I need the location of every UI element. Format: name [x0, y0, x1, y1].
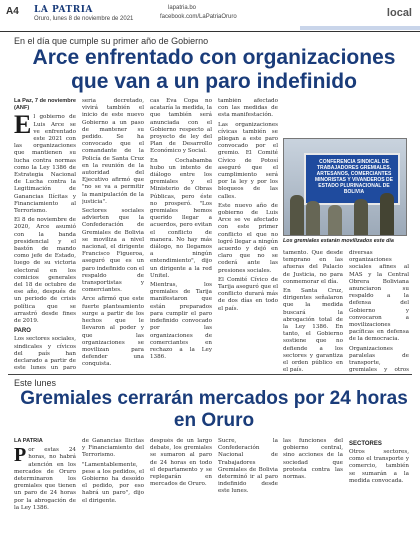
paragraph: las funciones del gobierno central, sino acciones de la sociedad que protesta contra las normas. [283, 438, 343, 481]
paragraph: Las organizaciones cívicas también se pliegan a este paro convocado por el gremio. El Comité Cívico de Potosí aseguró que el cumplimiento será por la ley y por los bloqueos de las calles. [218, 121, 278, 200]
story1-headline: Arce enfrentado con organizaciones que van a un paro indefinido [32, 46, 396, 93]
story2-kicker: Este lunes [14, 378, 57, 388]
paragraph: El 8 de noviembre de 2020, Arce asumió con la banda presidencial y el bastón de mando como jefe de Estado, luego de su victoria electoral en los comicios generales del 18 de octubre de ese año, después de un periodo de crisis política que se arrastró desde fines de 2019. [14, 217, 76, 325]
paragraph: Sucre, la Confederación Nacional de Trabajadores Gremiales de Bolivia determinó ir al paro indefinido desde este lunes. [218, 438, 278, 495]
subheading: SECTORES [349, 441, 382, 447]
facebook-link[interactable]: facebook.com/LaPatriaOruro [160, 14, 237, 20]
byline: LA PATRIA [14, 438, 43, 444]
story1-column-6 [349, 250, 409, 372]
story-divider [8, 374, 412, 375]
story2-column-4 [218, 438, 278, 530]
person-figure [380, 193, 394, 235]
person-figure [290, 195, 304, 235]
story2-column-2 [82, 438, 144, 530]
paragraph: Mientras, los gremiales de Tarija manifestaron que están preparados para cumplir el paro indefinido convocado por las organizaciones de comerciantes en rechazo a la Ley 1386. [150, 282, 212, 361]
paragraph: l gobierno de Luis Arce se ve enfrentado este 2021 con las organizaciones que mantienen su lucha contra normas como la Ley 1386 de Estrategia Nacional de Lucha contra la Legitimación de Ganancias Ilícitas y Financiamiento al Terrorismo. [14, 114, 76, 215]
story1-kicker: En el día que cumple su primer año de Gobierno [14, 36, 209, 46]
story1-column-3 [150, 98, 212, 372]
paragraph: Otros sectores, como el transporte y comercio, también se sumarán a la medida convocada. [349, 449, 409, 484]
page-number: A4 [6, 6, 19, 17]
newspaper-logo: LA PATRIA [34, 5, 93, 15]
paragraph: diversas organizaciones sociales afines al MAS y la Central Obrera Boliviana anunciaron su respaldo a la defensa del Gobierno y convocaron a movilizaciones pacíficas en defensa de la democracia. [349, 250, 409, 343]
photo-caption: Los gremiales estarán movilizados este día [283, 238, 394, 244]
story2-column-1 [14, 438, 76, 530]
website-link[interactable]: lapatria.bo [168, 5, 197, 11]
story2-headline: Gremiales cerrarán mercados por 24 horas en Oruro [20, 388, 408, 431]
story2-column-6 [349, 438, 409, 530]
paragraph: tamento. Que desde temprano en las afueras del Palacio de Justicia, no para conmemorar el día. [283, 250, 343, 285]
paragraph: de Ganancias Ilícitas y Financiamiento del Terrorismo. [82, 438, 144, 459]
paragraph: Organizaciones paralelas de transporte, gremiales y otros [349, 345, 409, 372]
person-figure [354, 199, 368, 235]
paragraph: después de un largo debate, los gremiales se sumaron al paro de 24 horas en todo el departamento y se replegarán en mercados de Oruro. [150, 438, 212, 488]
dateline: La Paz, 7 de noviembre (ANF) [14, 98, 76, 112]
story1-column-5 [283, 250, 343, 372]
paragraph: Sectores sociales advierten que la Confederación de Gremiales de Bolivia se moviliza a nivel nacional, el dirigente Francisco Figueroa, aseguró que es un paro indefinido con el respaldo de transportistas y comerciantes. [82, 208, 144, 294]
paragraph: En Cochabamba hubo un intento de diálogo entre los gremiales y el Ministerio de Obras Públicas, pero éste no prosperó. "Los gremiales hemos querido llegar a acuerdos, pero evitan el conflicto de manera. No hay más diálogo, no llegamos a ningún entendimiento", dijo un dirigente a la red Unitel. [150, 157, 212, 279]
paragraph: En Santa Cruz, dirigentes señalaron que la medida buscará la abrogación total de la Ley 1386. En tanto, el Gobierno sostiene que no defiende a los sectores y garantiza el orden público en el país. [283, 288, 343, 372]
story2-column-5 [283, 438, 343, 530]
paragraph: también afectado con las medidas de esta manifestación. [218, 98, 278, 119]
drop-cap: E [14, 110, 32, 140]
paragraph: sería decretado, vivirá también el inicio de este nuevo Gobierno a un paso de mantener su pedido. Se ha convocado que el comandante de la Policía de Santa Cruz en la reunión de la autoridad del Ejecutivo afirmó que "no se va a permitir la manipulación de la justicia". [82, 98, 144, 205]
story2-column-3 [150, 438, 212, 530]
story1-column-2 [82, 98, 144, 372]
paragraph: "Lamentablemente, pese a los pedidos, el Gobierno ha desoído el pedido, por eso habrá un paro", dijo el dirigente. [82, 461, 144, 504]
banner-text: CONFERENCIA SINDICAL DE TRABAJADORES GREMIALES, ARTESANOS, COMERCIANTES MINORISTAS Y VIVANDEROS DE ESTADO PLURINACIONAL DE BOLIVIA [315, 159, 393, 195]
person-figure [328, 205, 342, 235]
paragraph: Los sectores sociales, sindicales y cívicos del país han declarado a partir de este lunes un paro [14, 336, 76, 372]
drop-cap: P [14, 444, 27, 467]
issue-date: Oruro, lunes 8 de noviembre de 2021 [34, 16, 134, 22]
section-bar [300, 26, 420, 30]
story1-column-4 [218, 98, 278, 372]
subheading: PARO [14, 328, 31, 335]
news-photo [283, 138, 407, 236]
section-label: local [386, 7, 412, 19]
story1-column-1 [14, 98, 76, 372]
paragraph: or estas 24 horas, no habrá atención en los mercados de Oruro determinaron los gremiales que tienen un paro de 24 horas por la abrogación de la Ley 1386. [14, 447, 76, 511]
person-figure [306, 201, 320, 235]
paragraph: Este nuevo año de gobierno de Luis Arce se ve afectado con este primer conflicto el que no logró llegar a ningún acuerdo y dejó en claro que no se cederá ante las presiones sociales. [218, 202, 278, 274]
masthead [0, 0, 420, 32]
paragraph: El Comité Cívico de Tarija aseguró que el conflicto durará más de dos días en todo el país. [218, 276, 278, 312]
paragraph: Arce afirmó que este fuerte planteamiento surge a partir de los hechos que le llevaron al poder y que las organizaciones se movilizan para defender una conquista. [82, 296, 144, 368]
paragraph: cas Eva Copa no acataría la medida, la que también será anunciada con el Gobierno respecto al proyecto de ley del Plan de Desarrollo Económico y Social. [150, 98, 212, 155]
